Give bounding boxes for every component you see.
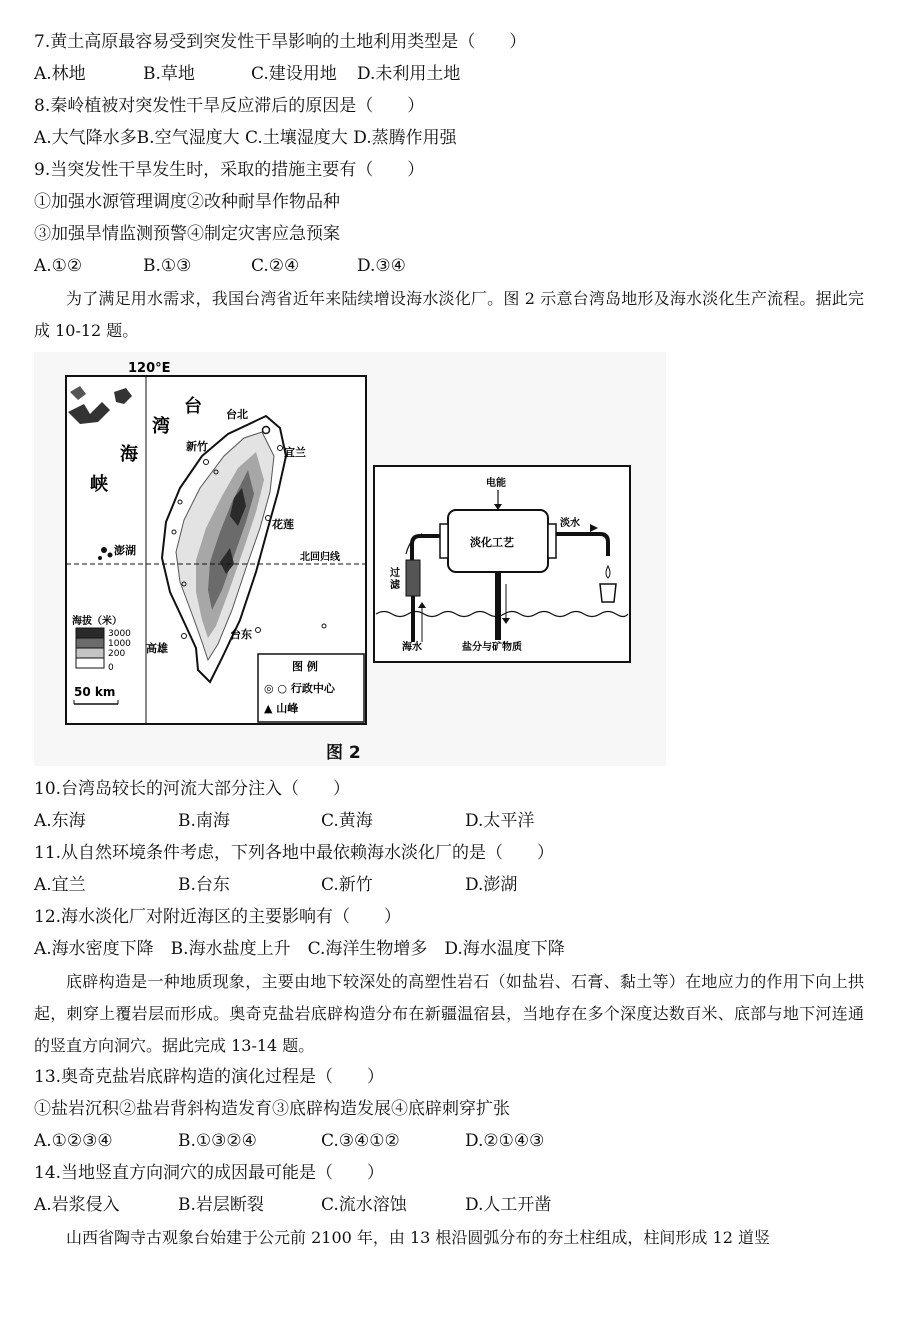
q13-stem: 13.奥奇克盐岩底辟构造的演化过程是（ ） <box>34 1067 385 1087</box>
q13-option-c: C.③④①② <box>321 1131 400 1151</box>
passage-diapir: 底辟构造是一种地质现象，主要由地下较深处的高塑性岩石（如盐岩、石膏、黏土等）在地应力的作用下向上拱起，刺穿上覆岩层而形成。奥奇克盐岩底辟构造分布在新疆温宿县，当地存在多个深度达数百米、底部与地下河连通的竖直方向洞穴。据此完成 13-14 题。 <box>34 972 864 1055</box>
q11-option-b: B.台东 <box>178 875 230 895</box>
label-xinzhu: 新竹 <box>186 440 208 453</box>
q8-stem: 8.秦岭植被对突发性干旱反应滞后的原因是（ ） <box>34 96 425 116</box>
q9-option-a: A.①② <box>34 256 83 276</box>
passage-taiwan: 为了满足用水需求，我国台湾省近年来陆续增设海水淡化厂。图 2 示意台湾岛地形及海水淡化生产流程。据此完成 10-12 题。 <box>34 289 864 340</box>
power-label: 电能 <box>486 478 506 489</box>
figure-2 <box>34 352 666 766</box>
label-penghu: 澎湖 <box>114 544 136 557</box>
q13-option-d: D.②①④③ <box>465 1131 545 1151</box>
sea-water-label: 海水 <box>402 642 422 653</box>
label-gaoxiong: 高雄 <box>146 642 168 655</box>
q9-option-c: C.②④ <box>251 256 300 276</box>
scale-label: 50 km <box>74 685 116 699</box>
label-yilan: 宜兰 <box>284 446 306 459</box>
q9-stem: 9.当突发性干旱发生时，采取的措施主要有（ ） <box>34 160 425 180</box>
q14-option-d: D.人工开凿 <box>465 1195 552 1215</box>
q11-option-c: C.新竹 <box>321 875 373 895</box>
q14-option-c: C.流水溶蚀 <box>321 1195 407 1215</box>
q10-option-b: B.南海 <box>178 811 230 831</box>
label-taibei: 台北 <box>226 408 248 421</box>
q9-option-b: B.①③ <box>143 256 192 276</box>
q11-option-d: D.澎湖 <box>465 875 518 895</box>
legend-peak: ▲ 山峰 <box>264 702 299 715</box>
elevation-title: 海拔（米） <box>72 616 122 627</box>
elev-200: 200 <box>108 649 126 659</box>
q12-options: A.海水密度下降 B.海水盐度上升 C.海洋生物增多 D.海水温度下降 <box>34 939 565 959</box>
filter-label-2: 滤 <box>390 580 400 591</box>
longitude-label: 120°E <box>128 361 171 376</box>
q10-option-c: C.黄海 <box>321 811 373 831</box>
q9-option-d: D.③④ <box>357 256 406 276</box>
q12-stem: 12.海水淡化厂对附近海区的主要影响有（ ） <box>34 907 402 927</box>
q10-option-d: D.太平洋 <box>465 811 535 831</box>
salt-label: 盐分与矿物质 <box>462 642 522 653</box>
q7-stem: 7.黄土高原最容易受到突发性干旱影响的土地利用类型是（ ） <box>34 32 527 52</box>
strait-char-4: 峡 <box>90 474 108 495</box>
q14-option-b: B.岩层断裂 <box>178 1195 264 1215</box>
q13-items: ①盐岩沉积②盐岩背斜构造发育③底辟构造发展④底辟刺穿扩张 <box>34 1099 510 1119</box>
q8-options: A.大气降水多B.空气湿度大 C.土壤湿度大 D.蒸腾作用强 <box>34 128 457 148</box>
elev-1000: 1000 <box>108 639 131 649</box>
label-taidong: 台东 <box>230 628 252 641</box>
elev-0: 0 <box>108 663 114 673</box>
filter-label-1: 过 <box>390 568 400 579</box>
label-tropic: 北回归线 <box>300 552 340 563</box>
legend-title: 图 例 <box>292 660 318 673</box>
q9-items-1: ①加强水源管理调度②改种耐旱作物品种 <box>34 192 340 212</box>
strait-char-3: 海 <box>120 444 138 465</box>
q7-option-d: D.未利用土地 <box>357 64 461 84</box>
q11-stem: 11.从自然环境条件考虑，下列各地中最依赖海水淡化厂的是（ ） <box>34 843 555 863</box>
q7-option-c: C.建设用地 <box>251 64 337 84</box>
legend-admin: ◎ ○ 行政中心 <box>264 682 335 695</box>
label-hualian: 花莲 <box>272 518 294 531</box>
q11-option-a: A.宜兰 <box>34 875 86 895</box>
q13-option-a: A.①②③④ <box>34 1131 113 1151</box>
q14-option-a: A.岩浆侵入 <box>34 1195 120 1215</box>
q10-stem: 10.台湾岛较长的河流大部分注入（ ） <box>34 779 351 799</box>
filter-unit <box>406 560 420 596</box>
q9-items-2: ③加强旱情监测预警④制定灾害应急预案 <box>34 224 340 244</box>
fresh-water-label: 淡水 <box>560 518 580 529</box>
figure-caption: 图 2 <box>326 743 361 763</box>
q7-option-b: B.草地 <box>143 64 195 84</box>
q14-stem: 14.当地竖直方向洞穴的成因最可能是（ ） <box>34 1163 385 1183</box>
q13-option-b: B.①③②④ <box>178 1131 257 1151</box>
strait-char-2: 湾 <box>152 416 170 437</box>
strait-char-1: 台 <box>184 396 202 417</box>
passage-taosi: 山西省陶寺古观象台始建于公元前 2100 年，由 13 根沿圆弧分布的夯土柱组成，柱间形成 12 道竖 <box>66 1228 770 1247</box>
q7-option-a: A.林地 <box>34 64 86 84</box>
cup-icon <box>600 584 616 602</box>
elev-3000: 3000 <box>108 629 131 639</box>
q10-option-a: A.东海 <box>34 811 86 831</box>
figure-2-drawing <box>34 352 666 766</box>
tank-label: 淡化工艺 <box>470 536 514 549</box>
